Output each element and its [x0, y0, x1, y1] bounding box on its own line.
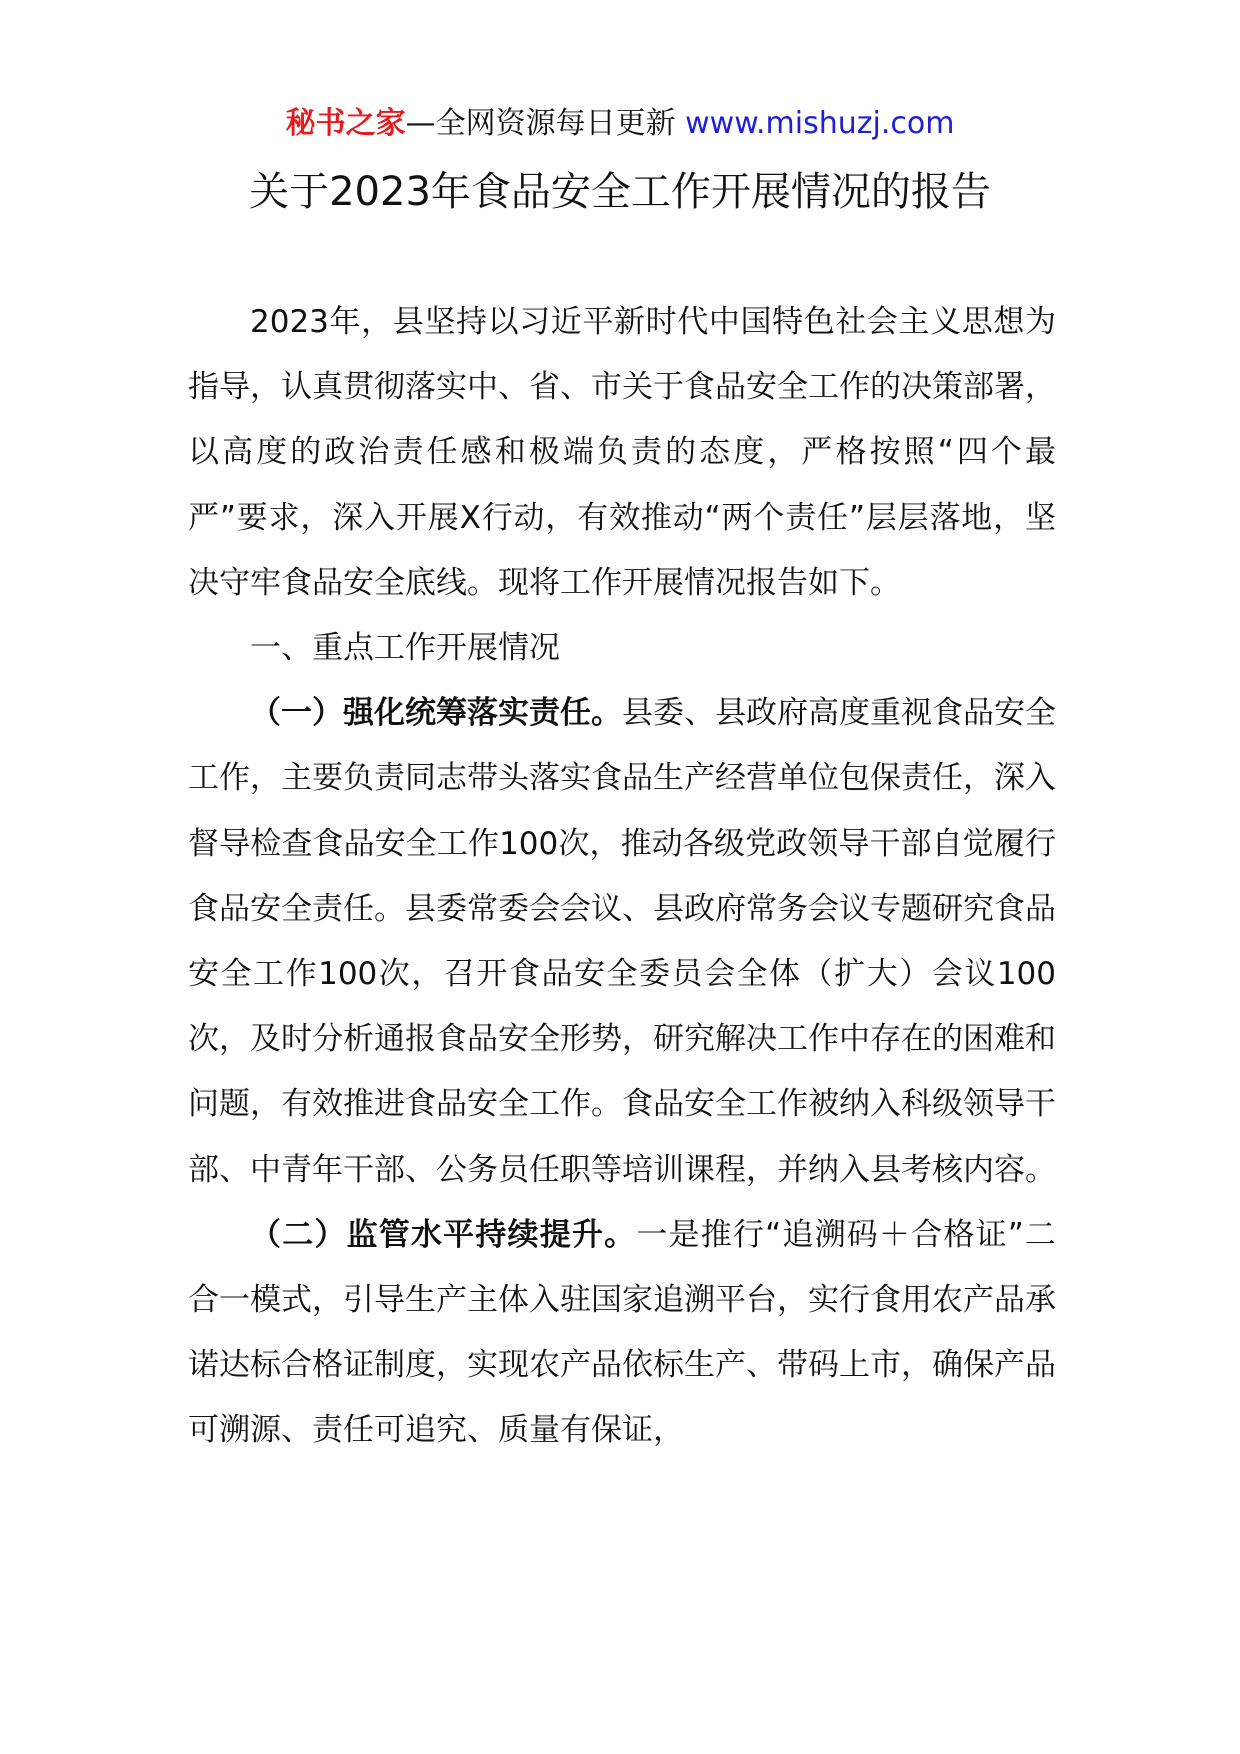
header-tagline: —全网资源每日更新 — [405, 106, 686, 141]
item-2-body: 一是推行“追溯码＋合格证”二合一模式，引导生产主体入驻国家追溯平台，实行食用农产品承诺达标合格证制度，实现农产品依标生产、带码上市，确保产品可溯源、责任可追究、质量有保证， — [188, 1216, 1056, 1449]
intro-paragraph: 2023年，县坚持以习近平新时代中国特色社会主义思想为指导，认真贯彻落实中、省、市关于食品安全工作的决策部署，以高度的政治责任感和极端负责的态度，严格按照“四个最严”要求，深入开展X行动，有效推动“两个责任”层层落地，坚决守牢食品安全底线。现将工作开展情况报告如下。 — [188, 304, 1056, 601]
item-1-lead: （一）强化统筹落实责任。 — [250, 695, 622, 732]
document-title: 关于2023年食品安全工作开展情况的报告 — [249, 169, 991, 215]
site-url-link[interactable]: www.mishuzj.com — [685, 106, 955, 141]
item-2-lead: （二）监管水平持续提升。 — [250, 1216, 637, 1253]
item-1-body: 县委、县政府高度重视食品安全工作，主要负责同志带头落实食品生产经营单位包保责任，深入督导检查食品安全工作100次，推动各级党政领导干部自觉履行食品安全责任。县委常委会会议、县政府常务会议专题研究食品安全工作100次，召开食品安全委员会全体（扩大）会议100次，及时分析通报食品安全形势，研究解决工作中存在的困难和问题，有效推进食品安全工作。食品安全工作被纳入科级领导干部、中青年干部、公务员任职等培训课程，并纳入县考核内容。 — [188, 695, 1056, 1188]
document-body — [188, 290, 1056, 1464]
item-2-paragraph — [188, 1203, 1056, 1464]
brand-name: 秘书之家 — [285, 106, 406, 141]
item-1-paragraph — [188, 681, 1056, 1203]
section-heading: 一、重点工作开展情况 — [250, 630, 560, 667]
page-header — [0, 100, 1240, 148]
